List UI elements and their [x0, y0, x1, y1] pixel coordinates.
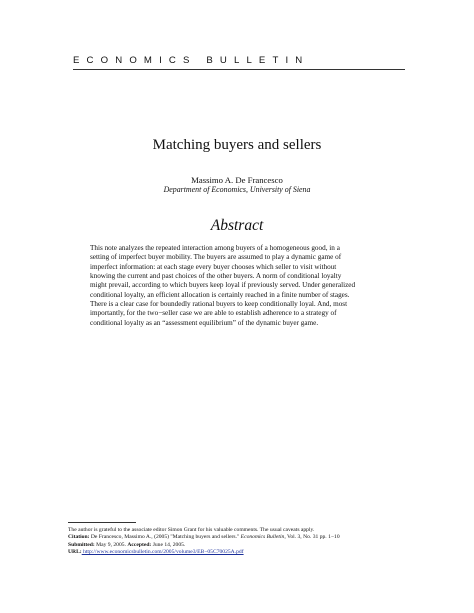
citation-journal: Economics Bulletin, [240, 534, 286, 541]
abstract-line: There is a clear case for boundedly rational buyers to keep conditionally loyal. And, most [90, 300, 348, 309]
abstract-line: might prevail, according to which buyers keep loyal if previously served. Under generalized [90, 281, 356, 290]
abstract-line: This note analyzes the repeated interaction among buyers of a homogeneous good, in a [90, 244, 340, 252]
author-name: Massimo A. De Francesco [191, 175, 283, 185]
paper-url-link[interactable]: http://www.economicsbulletin.com/2005/volume3/EB−05C70025A.pdf [81, 548, 244, 555]
submitted-label: Submitted: [68, 541, 95, 548]
submitted-date: May 9, 2005. [94, 541, 128, 548]
paper-title: Matching buyers and sellers [152, 137, 322, 153]
abstract-body [90, 244, 380, 328]
abstract-heading: Abstract [210, 217, 264, 234]
abstract-line: imperfect information: at each stage every buyer chooses which seller to visit without [90, 262, 337, 271]
submission-dates [68, 542, 413, 549]
abstract-line: setting of imperfect buyer mobility. The buyers are assumed to play a dynamic game of [90, 253, 342, 262]
accepted-date: June 14, 2005. [151, 541, 186, 548]
journal-header [73, 55, 405, 71]
citation-label: Citation: [68, 534, 90, 541]
abstract-line: importantly, for the two−seller case we are able to establish adherence to a strategy of [90, 309, 337, 318]
accepted-label: Accepted: [127, 541, 152, 548]
header-rule [73, 69, 405, 70]
citation-text: De Francesco, Massimo A., (2005) "Matching buyers and sellers." [89, 534, 241, 541]
citation-details: Vol. 3, No. 31 pp. 1−10 [285, 534, 340, 541]
abstract-line: knowing the current and past choices of the other buyers. A norm of conditional loyalty [90, 272, 342, 281]
abstract-line: conditional loyalty, an efficient allocation is certainly reached in a finite number of stages. [90, 290, 350, 299]
footnote-rule [68, 522, 136, 523]
url-label: URL: [68, 548, 82, 555]
footnotes [68, 527, 413, 556]
url-note [68, 549, 413, 556]
author-affiliation: Department of Economics, University of Siena [163, 185, 311, 194]
acknowledgement-note: The author is grateful to the associate editor Simon Grant for his valuable comments. The usual caveats apply. [68, 527, 315, 533]
abstract-line: conditional loyalty as an “assessment equilibrium” of the dynamic buyer game. [90, 318, 319, 327]
journal-name: ECONOMICS BULLETIN [73, 55, 310, 66]
citation-note [68, 534, 413, 541]
